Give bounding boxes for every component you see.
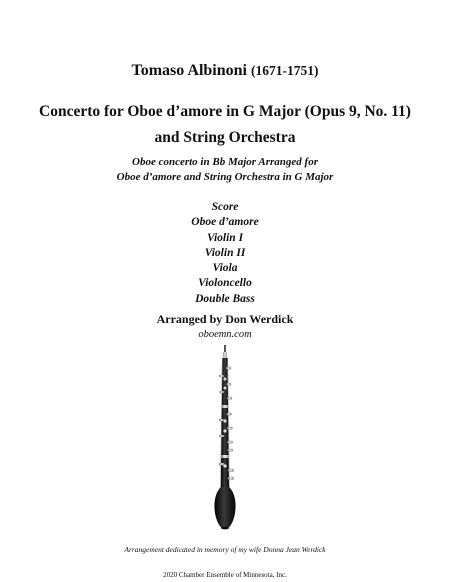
part-oboe-damore: Oboe d’amore [191,216,259,229]
part-violoncello: Violoncello [198,277,252,290]
parts-list [0,200,450,307]
ensemble-copyright: 2020 Chamber Ensemble of Minnesota, Inc. [163,571,287,579]
arranger-credit: Arranged by Don Werdick [156,312,294,326]
title-line-1: Concerto for Oboe d’amore in G Major (Opus 9, No. 11) [39,103,411,120]
part-violin-2: Violin II [204,246,246,259]
subtitle-line-2: Oboe d’amore and String Orchestra in G Major [116,171,334,183]
composer-name: Tomaso Albinoni [131,62,247,79]
dedication-text: Arrangement dedicated in memory of my wife Donna Jean Werdick [124,545,326,554]
part-score: Score [211,201,239,213]
part-double-bass: Double Bass [195,292,255,305]
part-viola: Viola [212,262,238,275]
subtitle-line-1: Oboe concerto in Bb Major Arranged for [132,156,318,168]
part-violin-1: Violin I [206,231,244,244]
oboe-d-amore-icon [205,345,245,530]
title-line-2: and String Orchestra [154,129,296,146]
composer-line [0,62,450,80]
composer-dates: (1671-1751) [250,63,319,78]
website-text: oboemn.com [198,329,252,340]
